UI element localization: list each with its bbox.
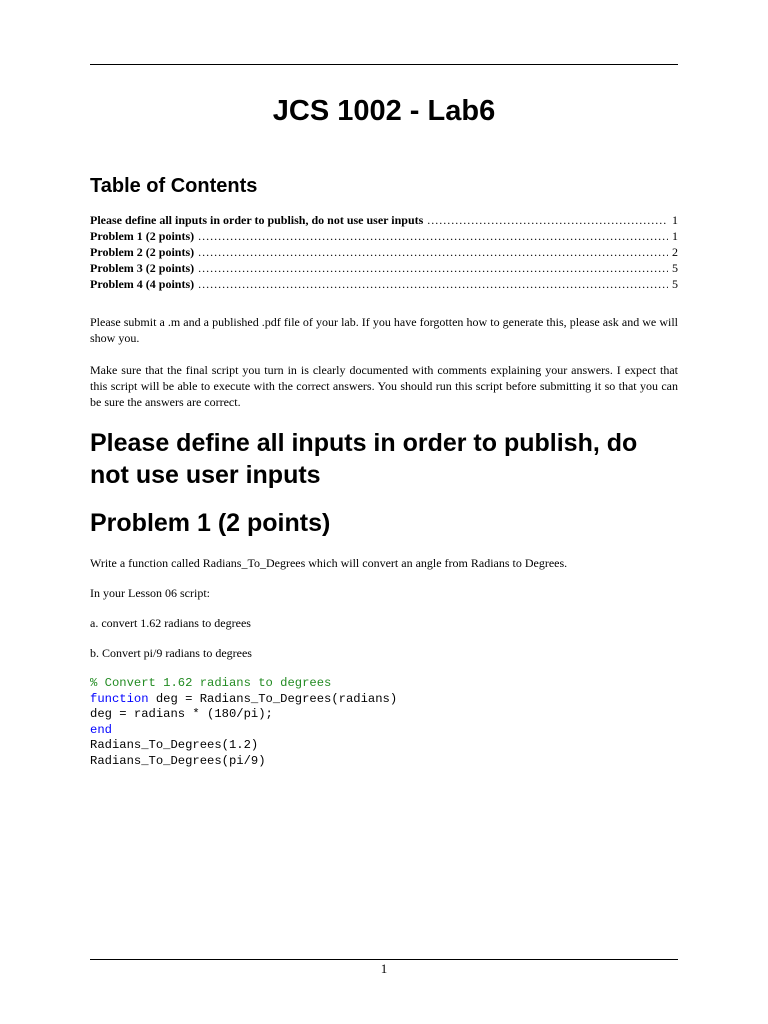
code-line: Radians_To_Degrees(1.2) xyxy=(90,738,259,753)
toc-entry-page: 1 xyxy=(672,213,678,227)
toc-entry[interactable] xyxy=(90,212,678,228)
problem-paragraph: a. convert 1.62 radians to degrees xyxy=(90,616,251,630)
toc-entry-page: 1 xyxy=(672,229,678,243)
toc-entry[interactable] xyxy=(90,228,678,244)
toc-entry-label[interactable]: Problem 2 (2 points) xyxy=(90,245,195,259)
code-line: deg = Radians_To_Degrees(radians) xyxy=(148,691,398,706)
code-keyword: function xyxy=(90,691,149,706)
toc-entry[interactable] xyxy=(90,276,678,292)
code-keyword: end xyxy=(90,722,112,737)
toc-entry[interactable] xyxy=(90,244,678,260)
code-line: Radians_To_Degrees(pi/9) xyxy=(90,753,266,768)
code-comment: % Convert 1.62 radians to degrees xyxy=(90,676,332,690)
toc-leader-dots xyxy=(198,244,668,260)
intro-paragraph: Make sure that the final script you turn in is clearly documented with comments explaining your answers. I expect that this script will be able to execute with the correct answers. You should run this script before submitting it so that you can be sure the answers are correct. xyxy=(90,363,678,409)
toc-entry-page: 5 xyxy=(672,277,678,291)
document-title: JCS 1002 - Lab6 xyxy=(272,95,496,127)
toc-leader-dots xyxy=(427,212,668,228)
table-of-contents xyxy=(90,212,678,292)
problem-paragraph: b. Convert pi/9 radians to degrees xyxy=(90,646,252,660)
code-block xyxy=(90,676,678,770)
toc-entry-label[interactable]: Problem 3 (2 points) xyxy=(90,261,195,275)
toc-entry-label[interactable]: Problem 1 (2 points) xyxy=(90,229,195,243)
page-content xyxy=(90,88,678,770)
toc-entry-label[interactable]: Problem 4 (4 points) xyxy=(90,277,195,291)
toc-entry[interactable] xyxy=(90,260,678,276)
toc-entry-page: 2 xyxy=(672,245,678,259)
section-heading: Problem 1 (2 points) xyxy=(90,509,331,537)
footer-rule xyxy=(90,959,678,960)
page-number: 1 xyxy=(380,961,388,976)
toc-leader-dots xyxy=(198,276,668,292)
toc-entry-label[interactable]: Please define all inputs in order to publish, do not use user inputs xyxy=(90,213,424,227)
intro-paragraph: Please submit a .m and a published .pdf file of your lab. If you have forgotten how to generate this, please ask and we will show you. xyxy=(90,315,678,345)
toc-heading: Table of Contents xyxy=(90,175,258,197)
code-line: deg = radians * (180/pi); xyxy=(90,707,273,722)
toc-leader-dots xyxy=(198,260,668,276)
problem-paragraph: In your Lesson 06 script: xyxy=(90,586,210,600)
header-rule xyxy=(90,64,678,65)
section-heading: Please define all inputs in order to publish, do not use user inputs xyxy=(90,429,638,489)
toc-leader-dots xyxy=(198,228,668,244)
problem-paragraph: Write a function called Radians_To_Degrees which will convert an angle from Radians to Degrees. xyxy=(90,556,568,570)
toc-entry-page: 5 xyxy=(672,261,678,275)
